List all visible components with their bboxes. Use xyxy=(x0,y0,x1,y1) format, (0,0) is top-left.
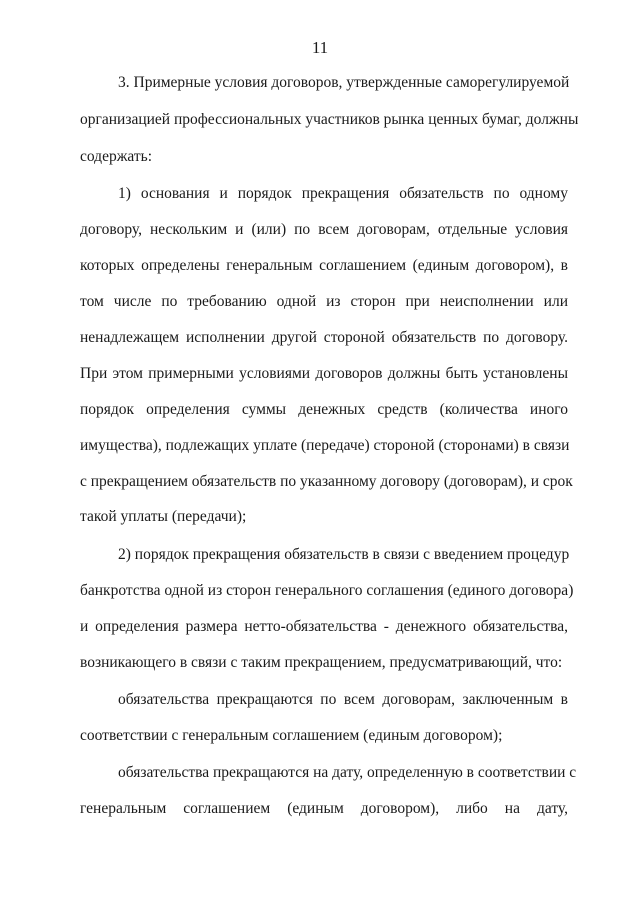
text-line: с прекращением обязательств по указанному договору (договорам), и срок xyxy=(80,473,573,490)
text-line: такой уплаты (передачи); xyxy=(80,508,247,525)
text-line: 2) порядок прекращения обязательств в связи с введением процедур xyxy=(118,546,570,563)
text-line: которых определены генеральным соглашением (единым договором), в xyxy=(80,257,568,274)
text-line: том числе по требованию одной из сторон при неисполнении или xyxy=(80,293,568,310)
text-line: обязательства прекращаются на дату, определенную в соответствии с xyxy=(118,764,577,781)
text-line: порядок определения суммы денежных средств (количества иного xyxy=(80,401,568,418)
text-line: организацией профессиональных участников рынка ценных бумаг, должны xyxy=(80,111,579,128)
text-line: ненадлежащем исполнении другой стороной обязательств по договору. xyxy=(80,329,568,346)
page-number: 11 xyxy=(311,38,329,57)
text-line: 3. Примерные условия договоров, утвержденные саморегулируемой xyxy=(118,74,570,91)
text-line: возникающего в связи с таким прекращением, предусматривающий, что: xyxy=(80,654,563,671)
text-line: и определения размера нетто-обязательства - денежного обязательства, xyxy=(80,618,568,635)
text-line: генеральным соглашением (единым договором), либо на дату, xyxy=(80,800,568,817)
text-line: При этом примерными условиями договоров должны быть установлены xyxy=(80,365,568,382)
text-line: соответствии с генеральным соглашением (единым договором); xyxy=(80,727,503,744)
text-line: договору, нескольким и (или) по всем договорам, отдельные условия xyxy=(80,221,568,238)
text-line: 1) основания и порядок прекращения обязательств по одному xyxy=(118,185,568,202)
text-line: обязательства прекращаются по всем договорам, заключенным в xyxy=(118,691,568,708)
text-line: содержать: xyxy=(80,148,153,165)
text-line: имущества), подлежащих уплате (передаче) стороной (сторонами) в связи xyxy=(80,437,570,454)
text-line: банкротства одной из сторон генерального соглашения (единого договора) xyxy=(80,582,574,599)
